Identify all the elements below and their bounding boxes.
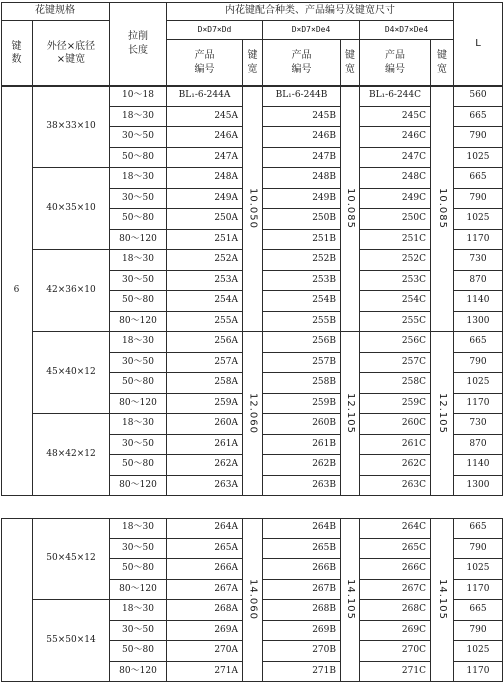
product-no-a: 250A xyxy=(167,209,243,230)
product-no-a: 264A xyxy=(167,518,243,539)
product-no-a: 269A xyxy=(167,621,243,642)
product-no-a: 271A xyxy=(167,662,243,683)
key-width-b: 14.105 xyxy=(341,518,360,682)
product-no-c: 256C xyxy=(360,332,431,353)
product-no-b: 261B xyxy=(263,435,341,456)
length-cell: 30～50 xyxy=(110,621,167,642)
key-width-b: 10.085 xyxy=(341,86,360,332)
product-no-c: 254C xyxy=(360,291,431,312)
length-L: 790 xyxy=(454,127,503,148)
product-no-c: 264C xyxy=(360,518,431,539)
length-cell: 80～120 xyxy=(110,394,167,415)
product-no-b: BL₁-6-244B xyxy=(263,86,341,107)
length-L: 665 xyxy=(454,332,503,353)
product-no-c: 266C xyxy=(360,559,431,580)
product-no-b: 250B xyxy=(263,209,341,230)
product-no-b: 267B xyxy=(263,580,341,601)
product-no-c: 271C xyxy=(360,662,431,683)
product-no-c: 260C xyxy=(360,414,431,435)
product-no-a: 253A xyxy=(167,271,243,292)
product-no-b: 253B xyxy=(263,271,341,292)
length-L: 1025 xyxy=(454,148,503,169)
product-no-c: 270C xyxy=(360,641,431,662)
product-no-c: 259C xyxy=(360,394,431,415)
product-no-b: 249B xyxy=(263,189,341,210)
length-L: 665 xyxy=(454,518,503,539)
length-cell: 18～30 xyxy=(110,332,167,353)
header-length: 拉削 长度 xyxy=(110,2,167,86)
product-no-a: 255A xyxy=(167,312,243,333)
header-fit-d4: D4×D7×De4 xyxy=(360,21,454,40)
product-no-a: 254A xyxy=(167,291,243,312)
product-no-a: 262A xyxy=(167,455,243,476)
length-cell: 18～30 xyxy=(110,168,167,189)
length-cell: 80～120 xyxy=(110,230,167,251)
length-L: 790 xyxy=(454,353,503,374)
header-key-width: 键 宽 xyxy=(431,40,454,86)
length-L: 790 xyxy=(454,189,503,210)
header-product-no: 产品 编号 xyxy=(167,40,243,86)
header-key-count: 键 数 xyxy=(1,21,33,86)
product-no-c: 265C xyxy=(360,539,431,560)
product-no-b: 247B xyxy=(263,148,341,169)
length-L: 1170 xyxy=(454,662,503,683)
product-no-b: 266B xyxy=(263,559,341,580)
header-product-no: 产品 编号 xyxy=(360,40,431,86)
product-no-b: 248B xyxy=(263,168,341,189)
length-L: 1025 xyxy=(454,373,503,394)
key-width-a: 12.060 xyxy=(243,332,263,496)
header-fit-dd: D×D7×Dd xyxy=(167,21,263,40)
product-no-c: 249C xyxy=(360,189,431,210)
length-cell: 50～80 xyxy=(110,291,167,312)
key-width-c: 14.105 xyxy=(431,518,454,682)
product-no-a: 249A xyxy=(167,189,243,210)
product-no-c: 250C xyxy=(360,209,431,230)
product-no-c: 245C xyxy=(360,107,431,128)
header-dimensions: 外径×底径 ×键宽 xyxy=(33,21,110,86)
length-L: 1170 xyxy=(454,580,503,601)
product-no-a: BL₁-6-244A xyxy=(167,86,243,107)
product-no-c: BL₁-6-244C xyxy=(360,86,431,107)
product-no-b: 256B xyxy=(263,332,341,353)
product-no-b: 269B xyxy=(263,621,341,642)
product-no-c: 255C xyxy=(360,312,431,333)
key-width-b: 12.105 xyxy=(341,332,360,496)
product-no-a: 245A xyxy=(167,107,243,128)
product-no-a: 248A xyxy=(167,168,243,189)
header-fit-de4: D×D7×De4 xyxy=(263,21,360,40)
length-cell: 18～30 xyxy=(110,414,167,435)
header-key-width: 键 宽 xyxy=(341,40,360,86)
spline-dimensions: 45×40×12 xyxy=(33,332,110,414)
length-L: 1025 xyxy=(454,641,503,662)
length-cell: 18～30 xyxy=(110,107,167,128)
product-no-c: 263C xyxy=(360,476,431,497)
product-no-c: 253C xyxy=(360,271,431,292)
header-fit-group: 内花键配合种类、产品编号及键宽尺寸 xyxy=(167,2,454,21)
product-no-b: 251B xyxy=(263,230,341,251)
length-cell: 80～120 xyxy=(110,312,167,333)
product-no-b: 268B xyxy=(263,600,341,621)
key-count-continued xyxy=(1,518,33,682)
length-L: 1025 xyxy=(454,559,503,580)
length-cell: 50～80 xyxy=(110,209,167,230)
length-L: 1300 xyxy=(454,476,503,497)
length-L: 665 xyxy=(454,168,503,189)
product-no-a: 259A xyxy=(167,394,243,415)
key-width-c: 12.105 xyxy=(431,332,454,496)
length-cell: 18～30 xyxy=(110,250,167,271)
product-no-c: 257C xyxy=(360,353,431,374)
product-no-b: 246B xyxy=(263,127,341,148)
spline-dimensions: 42×36×10 xyxy=(33,250,110,332)
product-no-c: 269C xyxy=(360,621,431,642)
product-no-c: 248C xyxy=(360,168,431,189)
length-cell: 30～50 xyxy=(110,189,167,210)
key-width-c: 10.085 xyxy=(431,86,454,332)
product-no-a: 268A xyxy=(167,600,243,621)
product-no-c: 251C xyxy=(360,230,431,251)
product-no-c: 247C xyxy=(360,148,431,169)
product-no-c: 252C xyxy=(360,250,431,271)
product-no-b: 262B xyxy=(263,455,341,476)
length-L: 665 xyxy=(454,107,503,128)
length-L: 1140 xyxy=(454,455,503,476)
product-no-a: 246A xyxy=(167,127,243,148)
spline-dimensions: 48×42×12 xyxy=(33,414,110,496)
product-no-c: 246C xyxy=(360,127,431,148)
product-no-b: 271B xyxy=(263,662,341,683)
header-L: L xyxy=(454,2,503,86)
product-no-a: 251A xyxy=(167,230,243,251)
length-cell: 30～50 xyxy=(110,271,167,292)
header-key-width: 键 宽 xyxy=(243,40,263,86)
product-no-b: 265B xyxy=(263,539,341,560)
product-no-c: 258C xyxy=(360,373,431,394)
length-cell: 50～80 xyxy=(110,455,167,476)
spline-dimensions: 55×50×14 xyxy=(33,600,110,682)
length-L: 560 xyxy=(454,86,503,107)
product-no-b: 264B xyxy=(263,518,341,539)
product-no-b: 252B xyxy=(263,250,341,271)
product-no-b: 258B xyxy=(263,373,341,394)
header-spline-spec: 花键规格 xyxy=(1,2,110,21)
product-no-b: 259B xyxy=(263,394,341,415)
length-L: 1140 xyxy=(454,291,503,312)
length-cell: 18～30 xyxy=(110,518,167,539)
product-no-a: 247A xyxy=(167,148,243,169)
product-no-a: 252A xyxy=(167,250,243,271)
key-width-a: 14.060 xyxy=(243,518,263,682)
length-L: 665 xyxy=(454,600,503,621)
product-no-b: 255B xyxy=(263,312,341,333)
length-cell: 80～120 xyxy=(110,662,167,683)
product-no-b: 254B xyxy=(263,291,341,312)
spline-dimensions: 50×45×12 xyxy=(33,518,110,600)
length-cell: 30～50 xyxy=(110,539,167,560)
length-L: 1170 xyxy=(454,230,503,251)
length-L: 730 xyxy=(454,414,503,435)
product-no-a: 265A xyxy=(167,539,243,560)
product-no-a: 257A xyxy=(167,353,243,374)
length-L: 1300 xyxy=(454,312,503,333)
spline-dimensions: 38×33×10 xyxy=(33,86,110,168)
length-cell: 30～50 xyxy=(110,353,167,374)
product-no-a: 267A xyxy=(167,580,243,601)
product-no-b: 257B xyxy=(263,353,341,374)
product-no-c: 267C xyxy=(360,580,431,601)
length-cell: 30～50 xyxy=(110,435,167,456)
product-no-a: 260A xyxy=(167,414,243,435)
product-no-a: 261A xyxy=(167,435,243,456)
product-no-a: 263A xyxy=(167,476,243,497)
product-no-b: 245B xyxy=(263,107,341,128)
length-L: 1170 xyxy=(454,394,503,415)
length-L: 730 xyxy=(454,250,503,271)
length-cell: 30～50 xyxy=(110,127,167,148)
header-product-no: 产品 编号 xyxy=(263,40,341,86)
length-cell: 10～18 xyxy=(110,86,167,107)
spline-dimensions: 40×35×10 xyxy=(33,168,110,250)
product-no-a: 270A xyxy=(167,641,243,662)
product-no-a: 266A xyxy=(167,559,243,580)
product-no-c: 262C xyxy=(360,455,431,476)
product-no-b: 260B xyxy=(263,414,341,435)
product-no-c: 268C xyxy=(360,600,431,621)
product-no-c: 261C xyxy=(360,435,431,456)
key-count-value: 6 xyxy=(1,86,33,496)
length-cell: 80～120 xyxy=(110,580,167,601)
length-L: 870 xyxy=(454,271,503,292)
product-no-a: 256A xyxy=(167,332,243,353)
product-no-b: 263B xyxy=(263,476,341,497)
length-cell: 50～80 xyxy=(110,148,167,169)
key-width-a: 10.050 xyxy=(243,86,263,332)
length-cell: 80～120 xyxy=(110,476,167,497)
length-cell: 18～30 xyxy=(110,600,167,621)
length-L: 790 xyxy=(454,621,503,642)
product-no-b: 270B xyxy=(263,641,341,662)
length-cell: 50～80 xyxy=(110,373,167,394)
length-cell: 50～80 xyxy=(110,559,167,580)
length-L: 870 xyxy=(454,435,503,456)
length-L: 1025 xyxy=(454,209,503,230)
length-L: 790 xyxy=(454,539,503,560)
product-no-a: 258A xyxy=(167,373,243,394)
length-cell: 50～80 xyxy=(110,641,167,662)
